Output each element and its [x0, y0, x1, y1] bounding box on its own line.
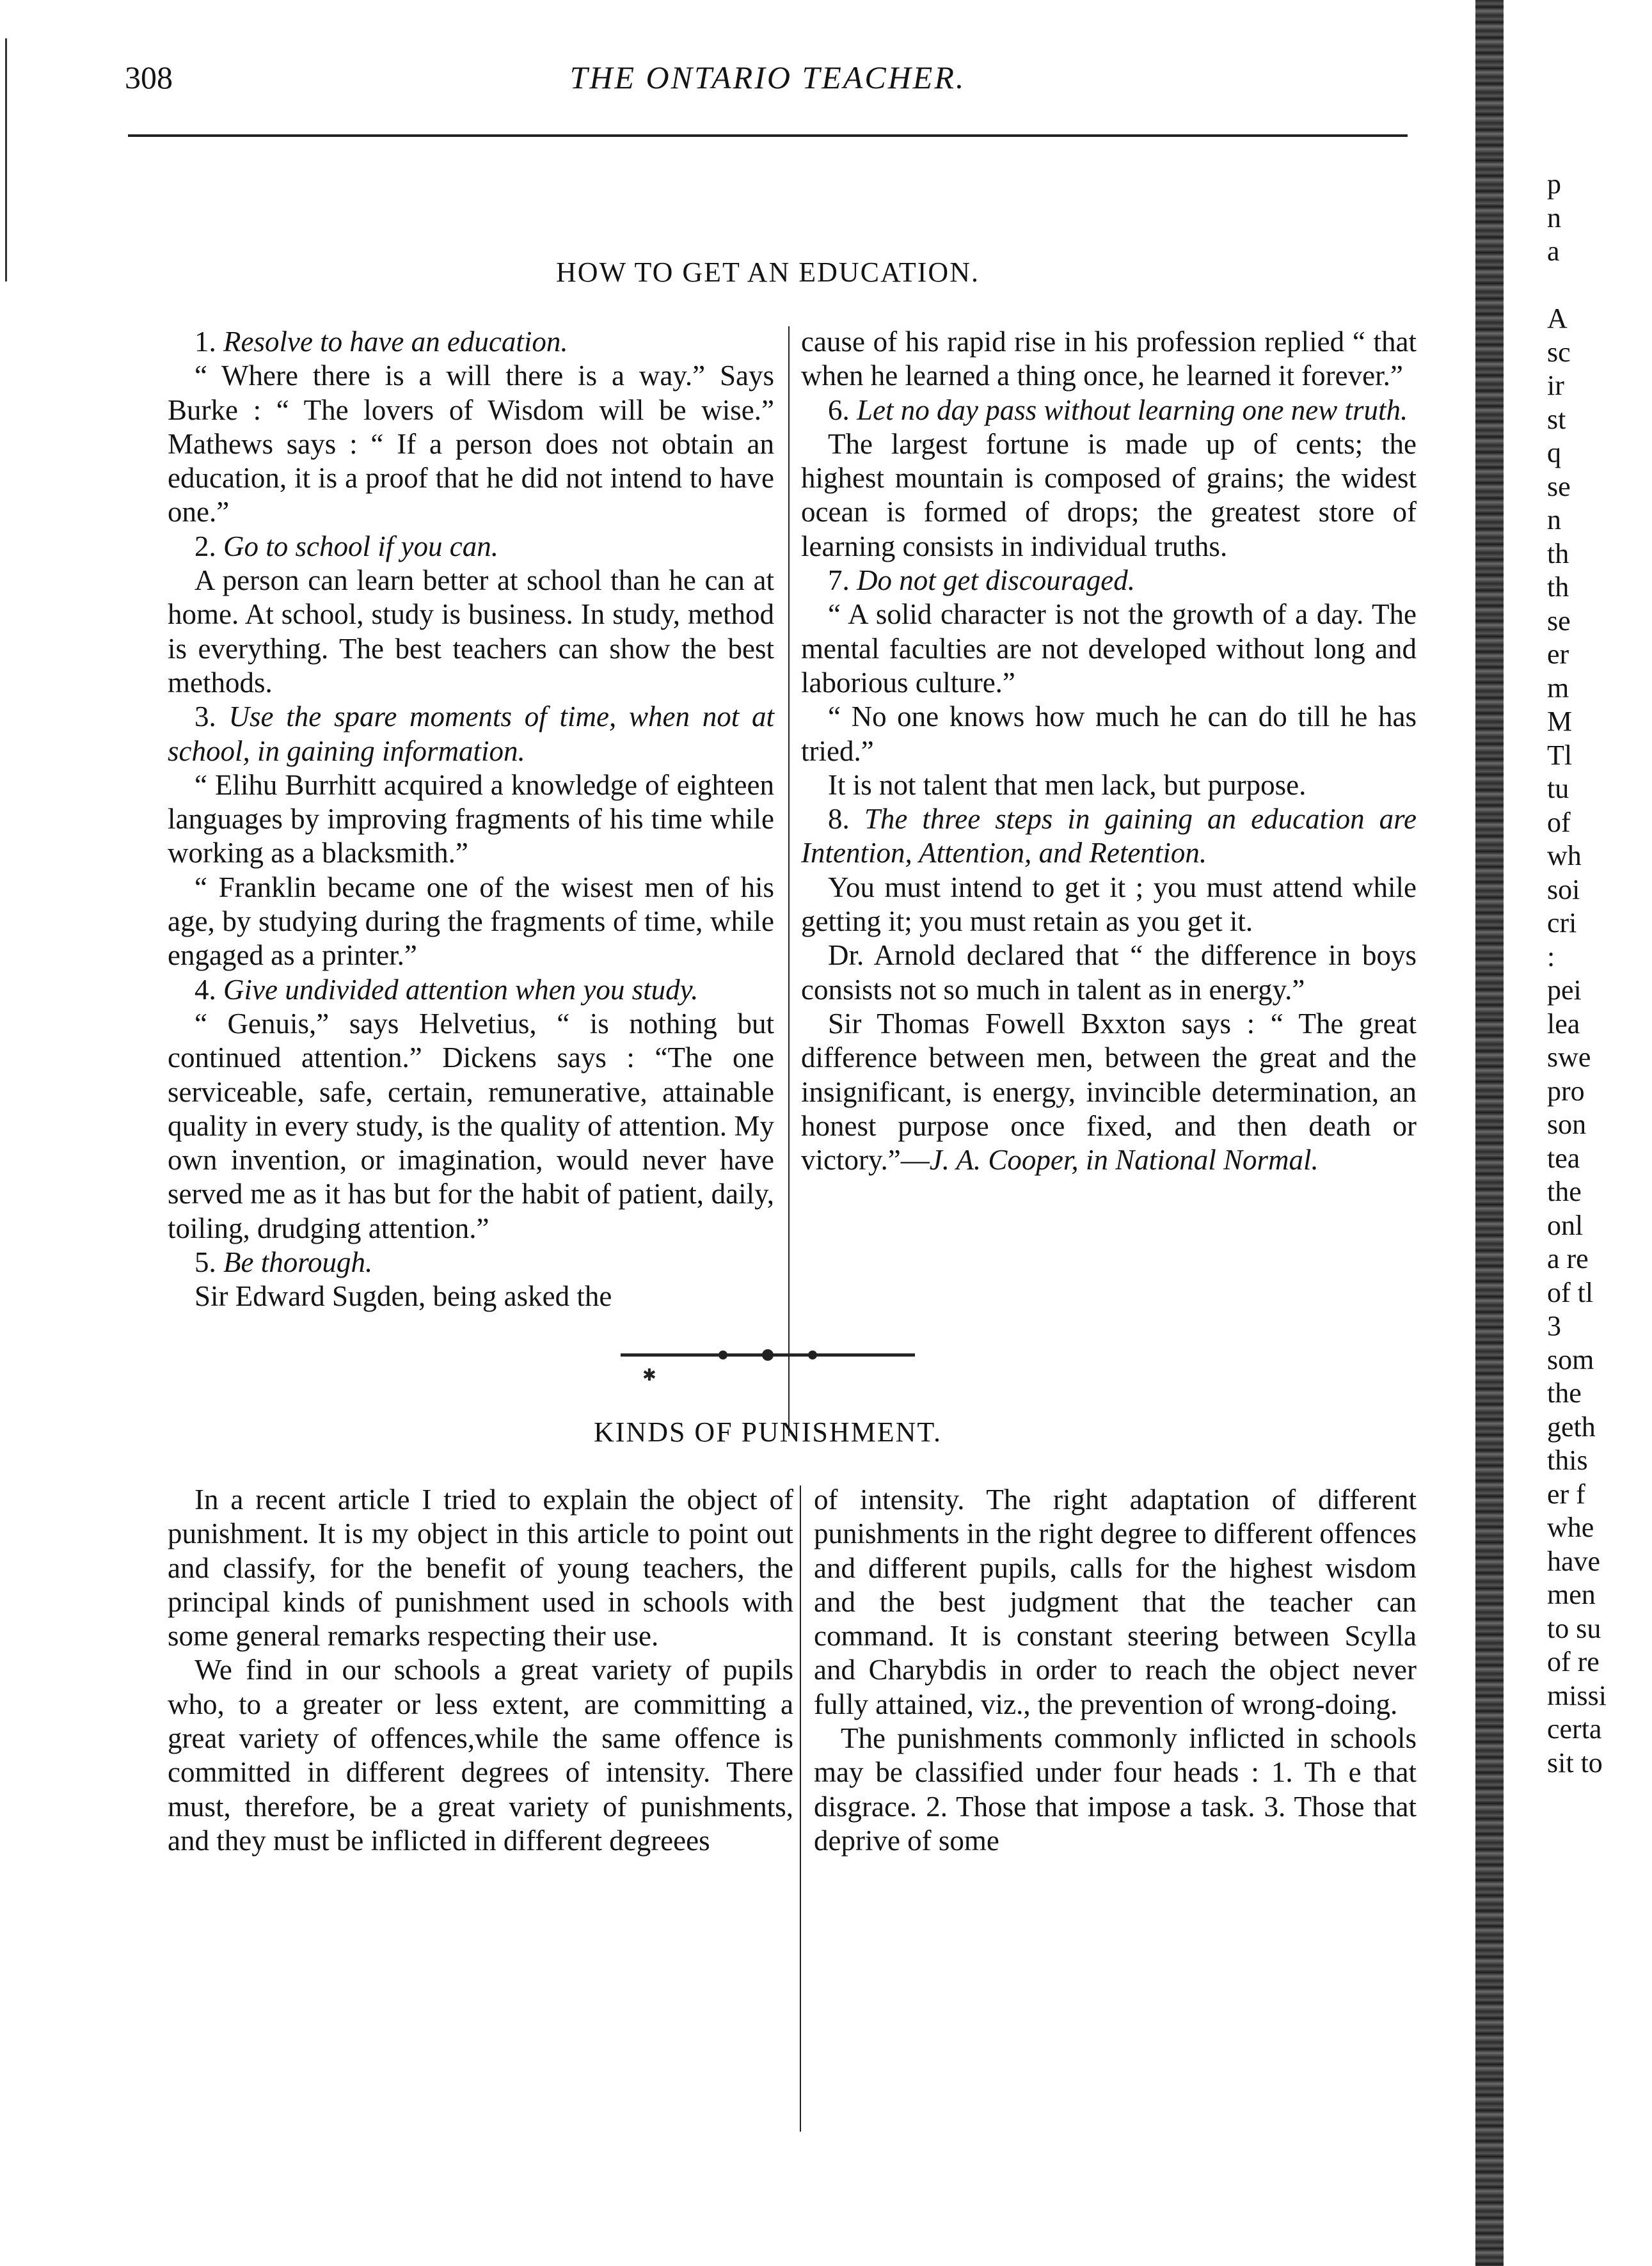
item-heading: Go to school if you can. — [223, 530, 498, 562]
item-heading: Resolve to have an education. — [223, 326, 568, 358]
item-number: 7. — [828, 564, 857, 597]
margin-fragment: n — [1547, 202, 1561, 234]
margin-fragment: onl — [1547, 1209, 1584, 1241]
margin-fragment: of re — [1547, 1646, 1600, 1677]
ornament-dot — [808, 1351, 817, 1359]
margin-fragment: q — [1547, 437, 1561, 468]
margin-fragment: geth — [1547, 1411, 1596, 1443]
paragraph — [168, 973, 774, 1007]
margin-fragment: swe — [1547, 1042, 1591, 1073]
paragraph — [801, 564, 1417, 598]
margin-fragment: M — [1547, 706, 1573, 737]
paragraph — [801, 871, 1417, 939]
paragraph — [168, 1246, 774, 1280]
item-number: 3. — [195, 701, 229, 733]
margin-fragment: A — [1547, 303, 1568, 334]
paragraph — [168, 325, 774, 359]
margin-fragment: this — [1547, 1445, 1588, 1476]
margin-fragment: son — [1547, 1109, 1587, 1140]
margin-fragment — [1547, 269, 1643, 303]
margin-fragment: a re — [1547, 1243, 1589, 1274]
item-number: 6. — [828, 393, 857, 426]
page-edge-shadow — [5, 38, 7, 281]
paragraph-text: A person can learn better at school than he can at home. At school, study is business. In study, method is everything. The best teachers can show the best methods. — [168, 564, 774, 699]
paragraph-text: cause of his rapid rise in his profession replied “ that when he learned a thing once, he learned it forever.” — [801, 326, 1417, 392]
margin-fragment: men — [1547, 1579, 1596, 1610]
paragraph — [801, 325, 1417, 393]
margin-fragment: of tl — [1547, 1276, 1594, 1308]
margin-fragment: st — [1547, 403, 1566, 435]
paragraph — [801, 939, 1417, 1007]
margin-fragment: tu — [1547, 773, 1569, 804]
column-divider — [800, 1486, 801, 2132]
margin-fragment: cri — [1547, 907, 1577, 939]
item-heading: Use the spare moments of time, when not at school, in gaining information. — [168, 701, 774, 767]
margin-fragment: er f — [1547, 1478, 1585, 1510]
paragraph — [814, 1483, 1417, 1722]
paragraph — [168, 359, 774, 529]
paragraph — [801, 393, 1417, 427]
item-number: 2. — [195, 530, 223, 562]
margin-fragment: lea — [1547, 1008, 1580, 1040]
header-rule — [128, 134, 1408, 137]
margin-fragment: se — [1547, 470, 1571, 502]
paragraph — [801, 427, 1417, 564]
paragraph-text: “ A solid character is not the growth of a day. The mental faculties are not developed without long and laborious culture.” — [801, 598, 1417, 699]
margin-fragment: sc — [1547, 336, 1571, 368]
paragraph-text: “ Franklin became one of the wisest men of his age, by studying during the fragments of time, while engaged as a printer.” — [168, 871, 774, 972]
margin-fragment: missi — [1547, 1679, 1607, 1711]
paragraph-text: We find in our schools a great variety of pupils who, to a greater or less extent, are committing a great variety of offences,while the same offence is committed in different degrees of intensity. There must, therefore, be a great variety of punishments, and they must be inflicted in different degreees — [168, 1654, 793, 1857]
margin-fragment: Tl — [1547, 739, 1573, 771]
margin-fragment: er — [1547, 638, 1569, 670]
paragraph-text: It is not talent that men lack, but purpose. — [828, 768, 1307, 801]
paragraph-text: of intensity. The right adaptation of different punishments in the right degree to different offences and different pupils, calls for the highest wisdom and the best judgment that the teacher can command. It is constant steering between Scylla and Charybdis in order to reach the object never fully attained, viz., the prevention of wrong-doing. — [814, 1484, 1417, 1720]
paragraph-text: Dr. Arnold declared that “ the difference in boys consists not so much in talent as in energy.” — [801, 939, 1417, 1006]
article2-right-column — [814, 1483, 1417, 1858]
item-number: 1. — [195, 326, 223, 358]
margin-fragment: th — [1547, 537, 1569, 569]
ornament-dot — [762, 1349, 774, 1361]
item-heading: The three steps in gaining an education are Intention, Attention, and Retention. — [801, 803, 1417, 869]
item-heading: Let no day pass without learning one new truth. — [857, 393, 1408, 426]
margin-fragment: the — [1547, 1176, 1582, 1207]
adjacent-page-fragments — [1547, 168, 1643, 1780]
paragraph-text: Sir Edward Sugden, being asked the — [195, 1280, 612, 1313]
paragraph — [168, 871, 774, 973]
item-number: 5. — [195, 1246, 223, 1279]
item-heading: Give undivided attention when you study. — [223, 973, 699, 1006]
margin-fragment: ir — [1547, 370, 1564, 401]
column-divider — [788, 326, 790, 1436]
margin-fragment: to su — [1547, 1612, 1601, 1644]
source-attribution: J. A. Cooper, in National Normal. — [929, 1144, 1319, 1177]
paragraph — [168, 700, 774, 768]
ornament-glyph: ✱ — [642, 1366, 656, 1382]
article1-left-column — [168, 325, 774, 1314]
paragraph-text: Sir Thomas Fowell Bxxton says : “ The great difference between men, between the great and the insignificant, is energy, invincible determination, an honest purpose once fixed, and then death or victory.”— — [801, 1007, 1417, 1177]
paragraph — [801, 768, 1417, 802]
paragraph — [168, 1653, 793, 1858]
margin-fragment: certa — [1547, 1713, 1602, 1745]
margin-fragment: tea — [1547, 1142, 1580, 1174]
binding-strip — [1475, 0, 1504, 2266]
margin-fragment: whe — [1547, 1512, 1594, 1543]
paragraph — [168, 768, 774, 871]
item-heading: Be thorough. — [223, 1246, 373, 1279]
paragraph — [814, 1722, 1417, 1858]
section-ornament — [614, 1343, 921, 1382]
margin-fragment: have — [1547, 1545, 1601, 1577]
running-title: THE ONTARIO TEACHER. — [569, 59, 966, 95]
paragraph-text: “ Genuis,” says Helvetius, “ is nothing but continued attention.” Dickens says : “The one serviceable, safe, certain, remunerative, attainable quality in every study, is the quality of attention. My own invention, or imagination, would never have served me as it has but for the habit of patient, daily, toiling, drudging attention.” — [168, 1007, 774, 1244]
paragraph — [168, 530, 774, 564]
paragraph — [168, 1007, 774, 1246]
margin-fragment: 3 — [1547, 1310, 1561, 1342]
paragraph-text: “ Where there is a will there is a way.” Says Burke : “ The lovers of Wisdom will be wise.” Mathews says : “ If a person does not obtain an education, it is a proof that he did not intend to have one.” — [168, 360, 774, 528]
paragraph-text: “ No one knows how much he can do till he has tried.” — [801, 701, 1417, 767]
article1-right-column — [801, 325, 1417, 1177]
paragraph — [168, 1483, 793, 1653]
paragraph — [801, 802, 1417, 871]
margin-fragment: pro — [1547, 1075, 1585, 1107]
item-number: 8. — [828, 803, 864, 836]
paragraph — [168, 1280, 774, 1313]
margin-fragment: th — [1547, 571, 1569, 603]
paragraph — [801, 598, 1417, 700]
margin-fragment: a — [1547, 235, 1560, 267]
margin-fragment: pei — [1547, 974, 1582, 1006]
margin-fragment: se — [1547, 605, 1571, 637]
margin-fragment: the — [1547, 1377, 1582, 1409]
ornament-dot — [719, 1351, 727, 1359]
margin-fragment: m — [1547, 672, 1569, 704]
paragraph-text: The punishments commonly inflicted in schools may be classified under four heads : 1. Th e that disgrace. 2. Those that impose a task. 3. Those that deprive of some — [814, 1722, 1417, 1857]
margin-fragment: som — [1547, 1343, 1594, 1375]
margin-fragment: n — [1547, 504, 1561, 535]
margin-fragment: soi — [1547, 873, 1580, 905]
article-title-education: HOW TO GET AN EDUCATION. — [556, 257, 980, 288]
margin-fragment: : — [1547, 940, 1555, 972]
article-title-punishment: KINDS OF PUNISHMENT. — [593, 1416, 942, 1448]
item-number: 4. — [195, 973, 223, 1006]
margin-fragment: p — [1547, 168, 1561, 200]
page-number: 308 — [125, 59, 173, 95]
article2-left-column — [168, 1483, 793, 1858]
margin-fragment: wh — [1547, 840, 1582, 871]
paragraph-text: “ Elihu Burrhitt acquired a knowledge of eighteen languages by improving fragments of his time while working as a blacksmith.” — [168, 768, 774, 869]
paragraph — [168, 564, 774, 700]
page-header — [125, 59, 1411, 123]
paragraph-text: In a recent article I tried to explain the object of punishment. It is my object in this article to point out and classify, for the benefit of young teachers, the principal kinds of punishment used in schools with some general remarks respecting their use. — [168, 1484, 793, 1652]
paragraph-text: The largest fortune is made up of cents; the highest mountain is composed of grains; the widest ocean is formed of drops; the greatest store of learning consists in individual truths. — [801, 427, 1417, 562]
paragraph — [801, 700, 1417, 768]
margin-fragment: sit to — [1547, 1747, 1603, 1779]
paragraph-text: You must intend to get it ; you must attend while getting it; you must retain as you get it. — [801, 871, 1417, 938]
margin-fragment: of — [1547, 806, 1571, 838]
paragraph — [801, 1007, 1417, 1177]
item-heading: Do not get discouraged. — [857, 564, 1135, 597]
